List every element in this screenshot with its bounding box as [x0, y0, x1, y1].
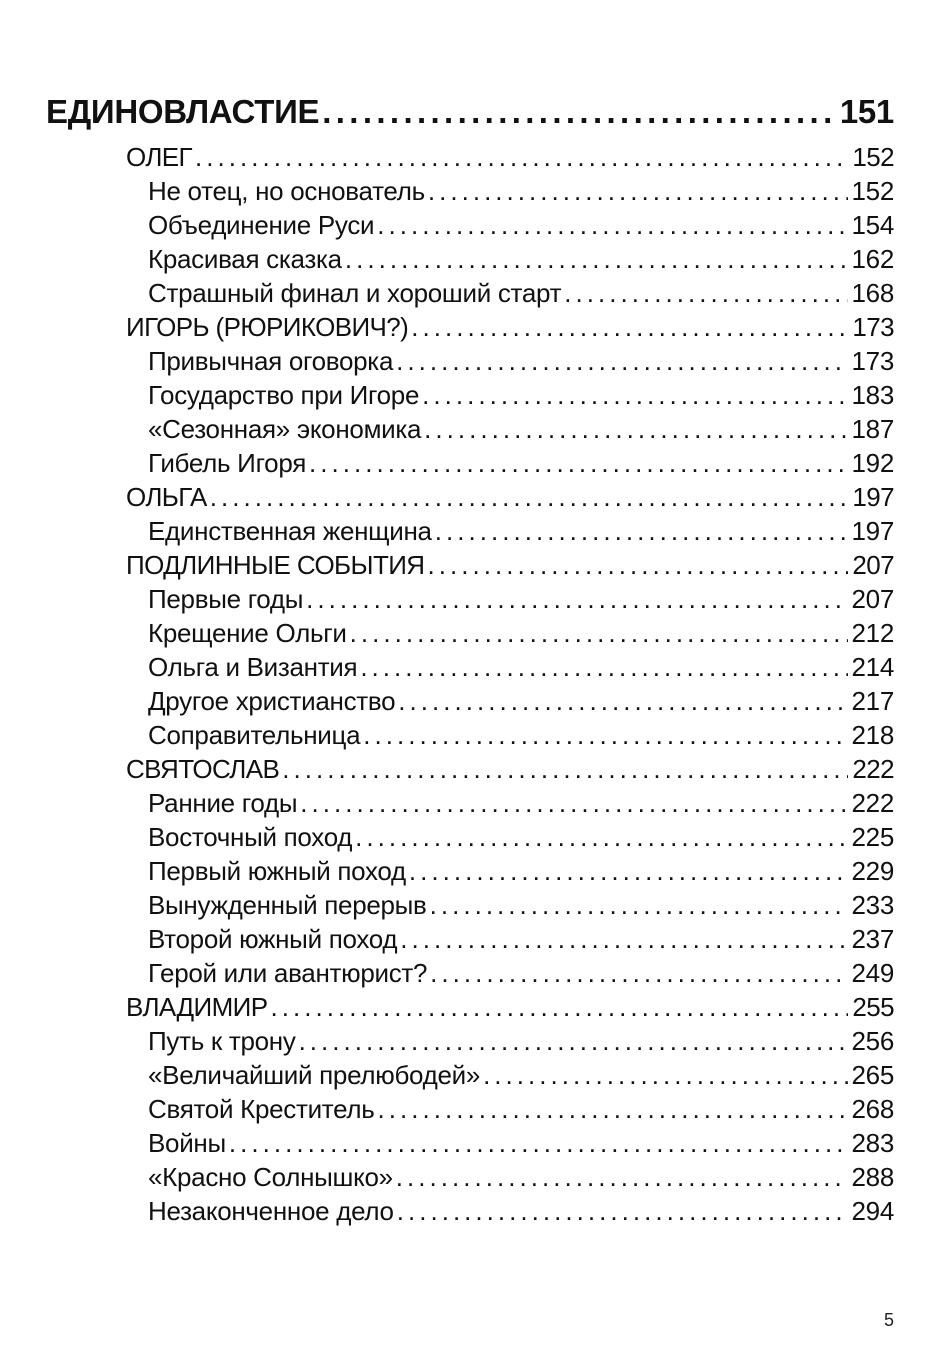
- toc-section-title: Путь к трону: [148, 1026, 296, 1056]
- toc-chapter-page: 173: [852, 312, 894, 342]
- dot-leader: [400, 922, 847, 956]
- dot-leader: [360, 650, 847, 684]
- toc-section-page: 152: [851, 176, 894, 206]
- toc-chapter-page: 207: [852, 550, 894, 580]
- toc-section-title: Привычная оговорка: [148, 346, 394, 376]
- toc-section: [46, 820, 894, 854]
- toc-section-page: 288: [851, 1162, 894, 1192]
- dot-leader: [564, 276, 847, 310]
- toc-heading-page: 151: [839, 93, 894, 130]
- dot-leader: [229, 1126, 848, 1160]
- toc-section-page: 183: [851, 380, 894, 410]
- toc-section-title: Не отец, но основатель: [148, 176, 425, 206]
- page-number: 5: [883, 1310, 894, 1330]
- toc-section: [46, 1194, 894, 1228]
- toc-section-title: Ольга и Византия: [148, 652, 358, 682]
- toc-section-title: Войны: [148, 1128, 226, 1158]
- toc-chapter-page: 152: [852, 142, 894, 172]
- toc-section-page: 237: [851, 924, 894, 954]
- toc-section: [46, 786, 894, 820]
- toc-section-title: «Сезонная» экономика: [148, 414, 422, 444]
- toc-section-page: 283: [851, 1128, 894, 1158]
- dot-leader: [363, 718, 847, 752]
- toc-section-page: 225: [851, 822, 894, 852]
- toc-section-title: Крещение Ольги: [148, 618, 347, 648]
- toc-section-title: «Величайший прелюбодей»: [148, 1060, 481, 1090]
- dot-leader: [428, 548, 849, 582]
- toc-section-title: Вынужденный перерыв: [148, 890, 427, 920]
- dot-leader: [271, 990, 849, 1024]
- toc-section-title: Объединение Руси: [148, 210, 375, 240]
- toc-section-page: 192: [851, 448, 894, 478]
- toc-section: [46, 650, 894, 684]
- toc-section-page: 256: [851, 1026, 894, 1056]
- toc-section-page: 294: [851, 1196, 894, 1226]
- dot-leader: [210, 480, 849, 514]
- toc-section: [46, 1092, 894, 1126]
- toc-section-page: 229: [851, 856, 894, 886]
- toc-section-title: Святой Креститель: [148, 1094, 375, 1124]
- toc-section: [46, 718, 894, 752]
- toc-section: [46, 514, 894, 548]
- toc-section-page: 265: [851, 1060, 894, 1090]
- toc-section-page: 249: [851, 958, 894, 988]
- toc-section: [46, 1058, 894, 1092]
- table-of-contents: [46, 88, 894, 1228]
- toc-section-title: Ранние годы: [148, 788, 298, 818]
- dot-leader: [483, 1058, 847, 1092]
- toc-section-title: Соправительница: [148, 720, 361, 750]
- toc-chapter-title: ИГОРЬ (РЮРИКОВИЧ?): [126, 312, 409, 342]
- toc-section-page: 187: [851, 414, 894, 444]
- toc-chapter-page: 222: [852, 754, 894, 784]
- toc-section-title: Восточный поход: [148, 822, 353, 852]
- toc-section-title: Первый южный поход: [148, 856, 406, 886]
- toc-section: [46, 616, 894, 650]
- dot-leader: [195, 140, 848, 174]
- toc-chapter-page: 255: [852, 992, 894, 1022]
- toc-section: [46, 242, 894, 276]
- toc-section: [46, 344, 894, 378]
- dot-leader: [422, 378, 847, 412]
- toc-section: [46, 684, 894, 718]
- dot-leader: [430, 956, 847, 990]
- toc-section-title: Первые годы: [148, 584, 304, 614]
- toc-section-title: Незаконченное дело: [148, 1196, 394, 1226]
- toc-section-page: 173: [851, 346, 894, 376]
- toc-section-page: 197: [851, 516, 894, 546]
- toc-section-title: Страшный финал и хороший старт: [148, 278, 562, 308]
- toc-chapter-title: ОЛЬГА: [126, 482, 207, 512]
- dot-leader: [345, 242, 848, 276]
- toc-section-page: 222: [851, 788, 894, 818]
- toc-section-page: 168: [851, 278, 894, 308]
- toc-section-title: Второй южный поход: [148, 924, 398, 954]
- toc-section: [46, 446, 894, 480]
- dot-leader: [396, 344, 847, 378]
- dot-leader: [398, 684, 847, 718]
- dot-leader: [424, 412, 847, 446]
- dot-leader: [350, 616, 848, 650]
- toc-section: [46, 582, 894, 616]
- toc-section-page: 217: [851, 686, 894, 716]
- dot-leader: [322, 88, 836, 136]
- toc-chapter-vladimir: [46, 990, 894, 1024]
- toc-chapter-title: ПОДЛИННЫЕ СОБЫТИЯ: [126, 550, 425, 580]
- dot-leader: [435, 514, 848, 548]
- toc-section-page: 268: [851, 1094, 894, 1124]
- toc-section: [46, 1024, 894, 1058]
- toc-section-page: 162: [851, 244, 894, 274]
- toc-chapter-title: СВЯТОСЛАВ: [126, 754, 280, 784]
- toc-section: [46, 208, 894, 242]
- toc-chapter-igor: [46, 310, 894, 344]
- toc-section-title: «Красно Солнышко»: [148, 1162, 393, 1192]
- toc-chapter-title: ОЛЕГ: [126, 142, 193, 172]
- toc-chapter-oleg: [46, 140, 894, 174]
- toc-chapter-svyatoslav: [46, 752, 894, 786]
- toc-section-title: Государство при Игоре: [148, 380, 420, 410]
- toc-section-page: 154: [851, 210, 894, 240]
- toc-section: [46, 1160, 894, 1194]
- toc-section-page: 218: [851, 720, 894, 750]
- dot-leader: [430, 888, 848, 922]
- toc-section-page: 233: [851, 890, 894, 920]
- toc-chapter-genuine-events: [46, 548, 894, 582]
- toc-section: [46, 412, 894, 446]
- dot-leader: [411, 310, 848, 344]
- dot-leader: [309, 446, 848, 480]
- dot-leader: [428, 174, 848, 208]
- toc-chapter-title: ВЛАДИМИР: [126, 992, 268, 1022]
- toc-section: [46, 1126, 894, 1160]
- toc-main-heading: [46, 88, 894, 136]
- dot-leader: [299, 1024, 848, 1058]
- toc-section-title: Единственная женщина: [148, 516, 432, 546]
- toc-section-page: 214: [851, 652, 894, 682]
- toc-section-title: Красивая сказка: [148, 244, 342, 274]
- toc-section-page: 212: [851, 618, 894, 648]
- toc-section: [46, 888, 894, 922]
- toc-section-page: 207: [851, 584, 894, 614]
- dot-leader: [378, 1092, 848, 1126]
- toc-section: [46, 276, 894, 310]
- toc-section-title: Другое христианство: [148, 686, 396, 716]
- dot-leader: [409, 854, 848, 888]
- toc-heading-title: ЕДИНОВЛАСТИЕ: [46, 93, 320, 130]
- toc-section: [46, 174, 894, 208]
- toc-section: [46, 956, 894, 990]
- dot-leader: [300, 786, 847, 820]
- toc-chapter-olga: [46, 480, 894, 514]
- toc-section: [46, 378, 894, 412]
- toc-section-title: Гибель Игоря: [148, 448, 306, 478]
- dot-leader: [377, 208, 847, 242]
- dot-leader: [396, 1160, 848, 1194]
- toc-chapter-page: 197: [852, 482, 894, 512]
- toc-section: [46, 922, 894, 956]
- dot-leader: [306, 582, 847, 616]
- toc-section: [46, 854, 894, 888]
- dot-leader: [397, 1194, 848, 1228]
- dot-leader: [355, 820, 847, 854]
- toc-section-title: Герой или авантюрист?: [148, 958, 428, 988]
- dot-leader: [282, 752, 848, 786]
